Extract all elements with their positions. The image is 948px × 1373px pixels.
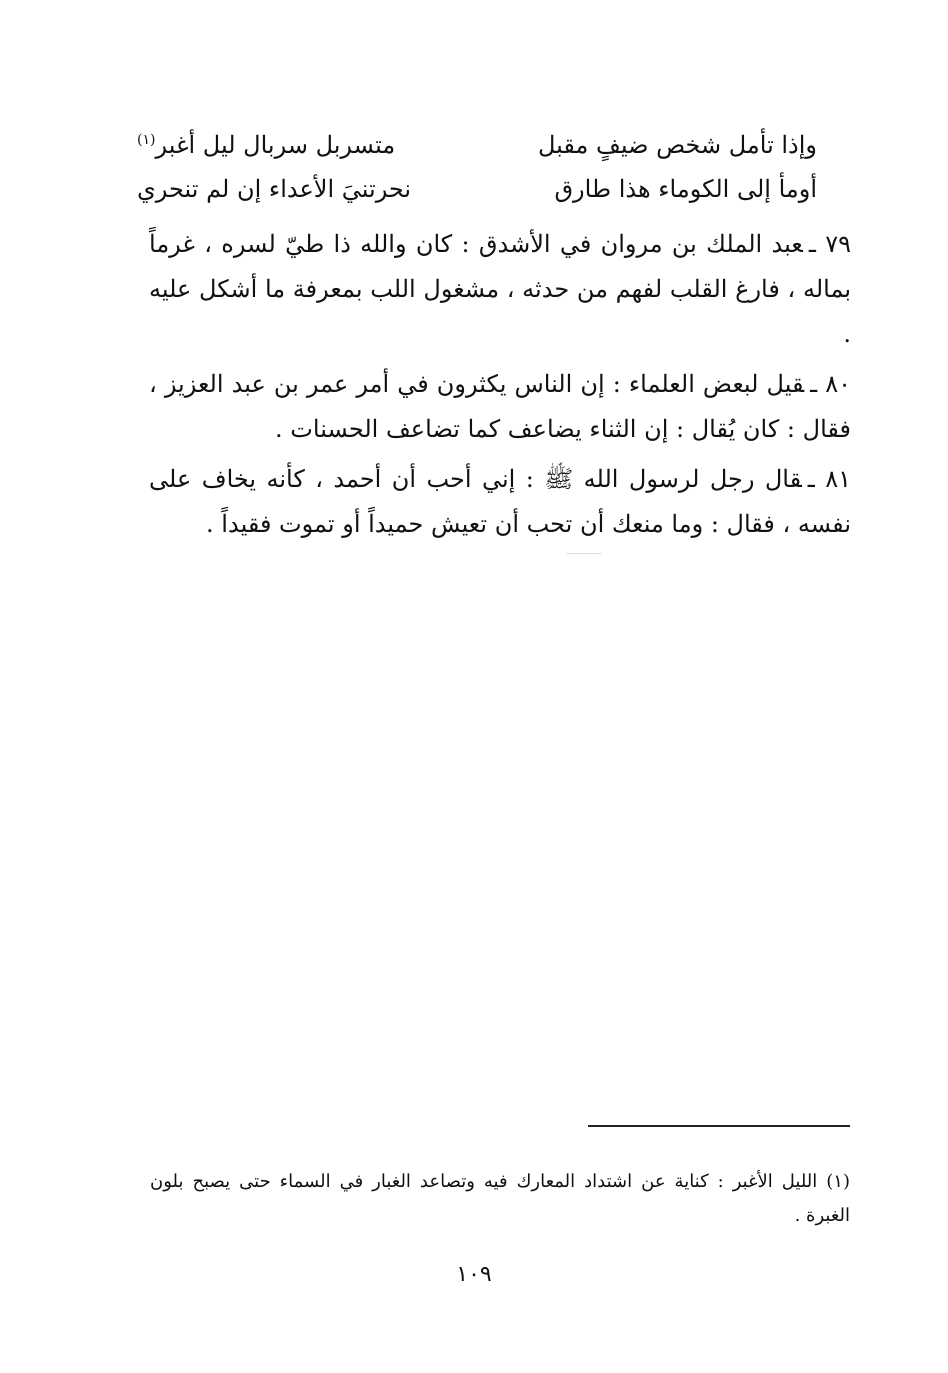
footnote-separator (588, 1125, 850, 1127)
verse-1-first-hemistich (538, 128, 817, 162)
entry-81 (149, 457, 851, 547)
verse-1-second-hemistich (137, 128, 395, 162)
verse-line-1 (137, 128, 817, 162)
entry-79 (149, 222, 851, 357)
entry-80-number: ٨٠ ـ (810, 370, 851, 398)
verse-2-first-hemistich (554, 172, 817, 206)
entry-80 (149, 362, 851, 452)
entry-81-text: قال رجل لرسول الله ﷺ : إني أحب أن أحمد ، كأنه يخاف على نفسه ، فقال : وما منعك أن تحب أن تعيش حميداً أو تموت فقيداً . (149, 465, 851, 538)
verse-2-second-hemistich (137, 172, 411, 206)
entry-81-number: ٨١ ـ (807, 465, 851, 493)
entry-80-text: قيل لبعض العلماء : إن الناس يكثرون في أمر عمر بن عبد العزيز ، فقال : كان يُقال : إن الثناء يضاعف كما تضاعف الحسنات . (149, 370, 851, 443)
verse-1-first-hemistich-text: وإذا تأمل شخص ضيفٍ مقبل (537, 131, 817, 159)
entry-79-text: عبد الملك بن مروان في الأشدق : كان والله ذا طيّ لسره ، غرماً بماله ، فارغ القلب لفهم من حدثه ، مشغول اللب بمعرفة ما أشكل عليه . (149, 230, 851, 348)
verse-line-2 (137, 172, 817, 206)
verse-1-second-hemistich-text: متسربل سربال ليل أغبر (155, 131, 396, 159)
footnote-1-ref: (١) (826, 1171, 850, 1192)
scan-artifact-line (566, 553, 602, 554)
verse-2-first-hemistich-text: أومأ إلى الكوماء هذا طارق (554, 175, 817, 203)
footnote-1 (150, 1165, 850, 1233)
footnote-1-text: الليل الأغبر : كناية عن اشتداد المعارك فيه وتصاعد الغبار في السماء حتى يصبح بلون الغبرة . (150, 1171, 850, 1226)
footnote-reference-marker: (١) (137, 132, 156, 148)
verse-2-second-hemistich-text: نحرتنيَ الأعداء إن لم تنحري (137, 175, 412, 203)
entry-79-number: ٧٩ ـ (808, 230, 851, 258)
page-number: ١٠٩ (456, 1262, 492, 1287)
